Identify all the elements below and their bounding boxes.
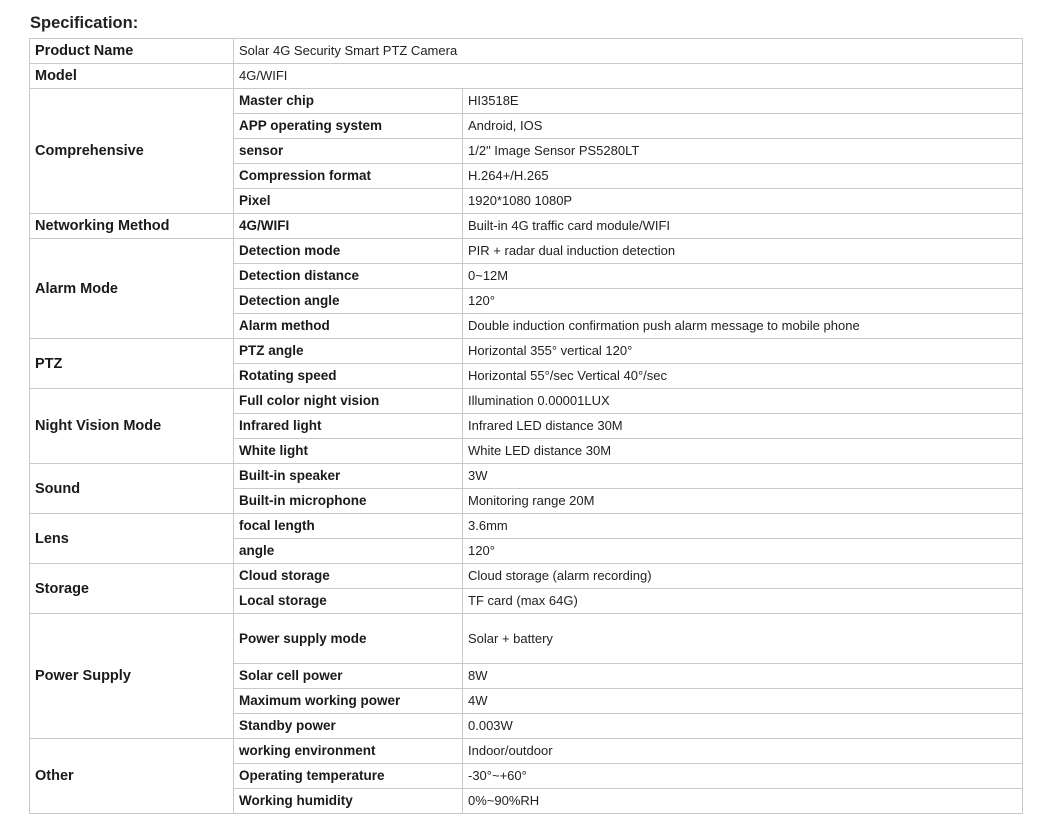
table-row xyxy=(30,739,1023,764)
table-row xyxy=(30,614,1023,664)
spec-value: Android, IOS xyxy=(463,114,1023,139)
spec-value: Built-in 4G traffic card module/WIFI xyxy=(463,214,1023,239)
table-row xyxy=(30,514,1023,539)
spec-value: Indoor/outdoor xyxy=(463,739,1023,764)
table-row xyxy=(30,339,1023,364)
spec-title: Specification: xyxy=(30,14,139,32)
model-label: Model xyxy=(30,64,234,89)
spec-category: Other xyxy=(30,739,234,814)
spec-category: Lens xyxy=(30,514,234,564)
spec-category: Comprehensive xyxy=(30,89,234,214)
spec-value: Infrared LED distance 30M xyxy=(463,414,1023,439)
spec-key: Operating temperature xyxy=(234,764,463,789)
spec-key: White light xyxy=(234,439,463,464)
spec-key: Solar cell power xyxy=(234,664,463,689)
spec-value: 120° xyxy=(463,289,1023,314)
table-row xyxy=(30,464,1023,489)
spec-key: Local storage xyxy=(234,589,463,614)
spec-key: Built-in speaker xyxy=(234,464,463,489)
spec-value: Monitoring range 20M xyxy=(463,489,1023,514)
spec-key: Detection angle xyxy=(234,289,463,314)
spec-key: Full color night vision xyxy=(234,389,463,414)
spec-value: 0~12M xyxy=(463,264,1023,289)
spec-category: Alarm Mode xyxy=(30,239,234,339)
spec-value: TF card (max 64G) xyxy=(463,589,1023,614)
spec-value: 0%~90%RH xyxy=(463,789,1023,814)
model-value: 4G/WIFI xyxy=(234,64,1023,89)
spec-key: Master chip xyxy=(234,89,463,114)
spec-key: Detection distance xyxy=(234,264,463,289)
spec-key: angle xyxy=(234,539,463,564)
spec-category: Storage xyxy=(30,564,234,614)
spec-value: White LED distance 30M xyxy=(463,439,1023,464)
spec-value: PIR + radar dual induction detection xyxy=(463,239,1023,264)
spec-value: 8W xyxy=(463,664,1023,689)
spec-key: Alarm method xyxy=(234,314,463,339)
spec-value: 1920*1080 1080P xyxy=(463,189,1023,214)
table-row xyxy=(30,214,1023,239)
table-row xyxy=(30,564,1023,589)
spec-key: APP operating system xyxy=(234,114,463,139)
spec-category: Networking Method xyxy=(30,214,234,239)
spec-key: Maximum working power xyxy=(234,689,463,714)
table-row xyxy=(30,39,1023,64)
spec-key: Built-in microphone xyxy=(234,489,463,514)
product-name-value: Solar 4G Security Smart PTZ Camera xyxy=(234,39,1023,64)
spec-key: 4G/WIFI xyxy=(234,214,463,239)
spec-key: Pixel xyxy=(234,189,463,214)
spec-value: H.264+/H.265 xyxy=(463,164,1023,189)
spec-key: Infrared light xyxy=(234,414,463,439)
spec-value: Solar + battery xyxy=(463,614,1023,664)
table-row xyxy=(30,389,1023,414)
spec-value: HI3518E xyxy=(463,89,1023,114)
spec-key: Working humidity xyxy=(234,789,463,814)
spec-value: 3W xyxy=(463,464,1023,489)
spec-value: 0.003W xyxy=(463,714,1023,739)
spec-category: Sound xyxy=(30,464,234,514)
spec-key: Power supply mode xyxy=(234,614,463,664)
spec-value: 120° xyxy=(463,539,1023,564)
spec-value: -30°~+60° xyxy=(463,764,1023,789)
spec-value: Cloud storage (alarm recording) xyxy=(463,564,1023,589)
spec-key: Cloud storage xyxy=(234,564,463,589)
spec-table xyxy=(29,38,1023,814)
spec-value: Illumination 0.00001LUX xyxy=(463,389,1023,414)
spec-key: Compression format xyxy=(234,164,463,189)
spec-key: working environment xyxy=(234,739,463,764)
spec-key: Detection mode xyxy=(234,239,463,264)
spec-key: Standby power xyxy=(234,714,463,739)
table-row xyxy=(30,89,1023,114)
spec-value: Double induction confirmation push alarm message to mobile phone xyxy=(463,314,1023,339)
spec-key: PTZ angle xyxy=(234,339,463,364)
spec-value: 1/2" Image Sensor PS5280LT xyxy=(463,139,1023,164)
table-row xyxy=(30,64,1023,89)
spec-category: Power Supply xyxy=(30,614,234,739)
spec-value: Horizontal 355° vertical 120° xyxy=(463,339,1023,364)
spec-key: Rotating speed xyxy=(234,364,463,389)
spec-value: 4W xyxy=(463,689,1023,714)
table-row xyxy=(30,239,1023,264)
spec-key: sensor xyxy=(234,139,463,164)
spec-table-body xyxy=(30,39,1023,814)
spec-value: Horizontal 55°/sec Vertical 40°/sec xyxy=(463,364,1023,389)
product-name-label: Product Name xyxy=(30,39,234,64)
spec-value: 3.6mm xyxy=(463,514,1023,539)
spec-key: focal length xyxy=(234,514,463,539)
spec-category: PTZ xyxy=(30,339,234,389)
spec-category: Night Vision Mode xyxy=(30,389,234,464)
